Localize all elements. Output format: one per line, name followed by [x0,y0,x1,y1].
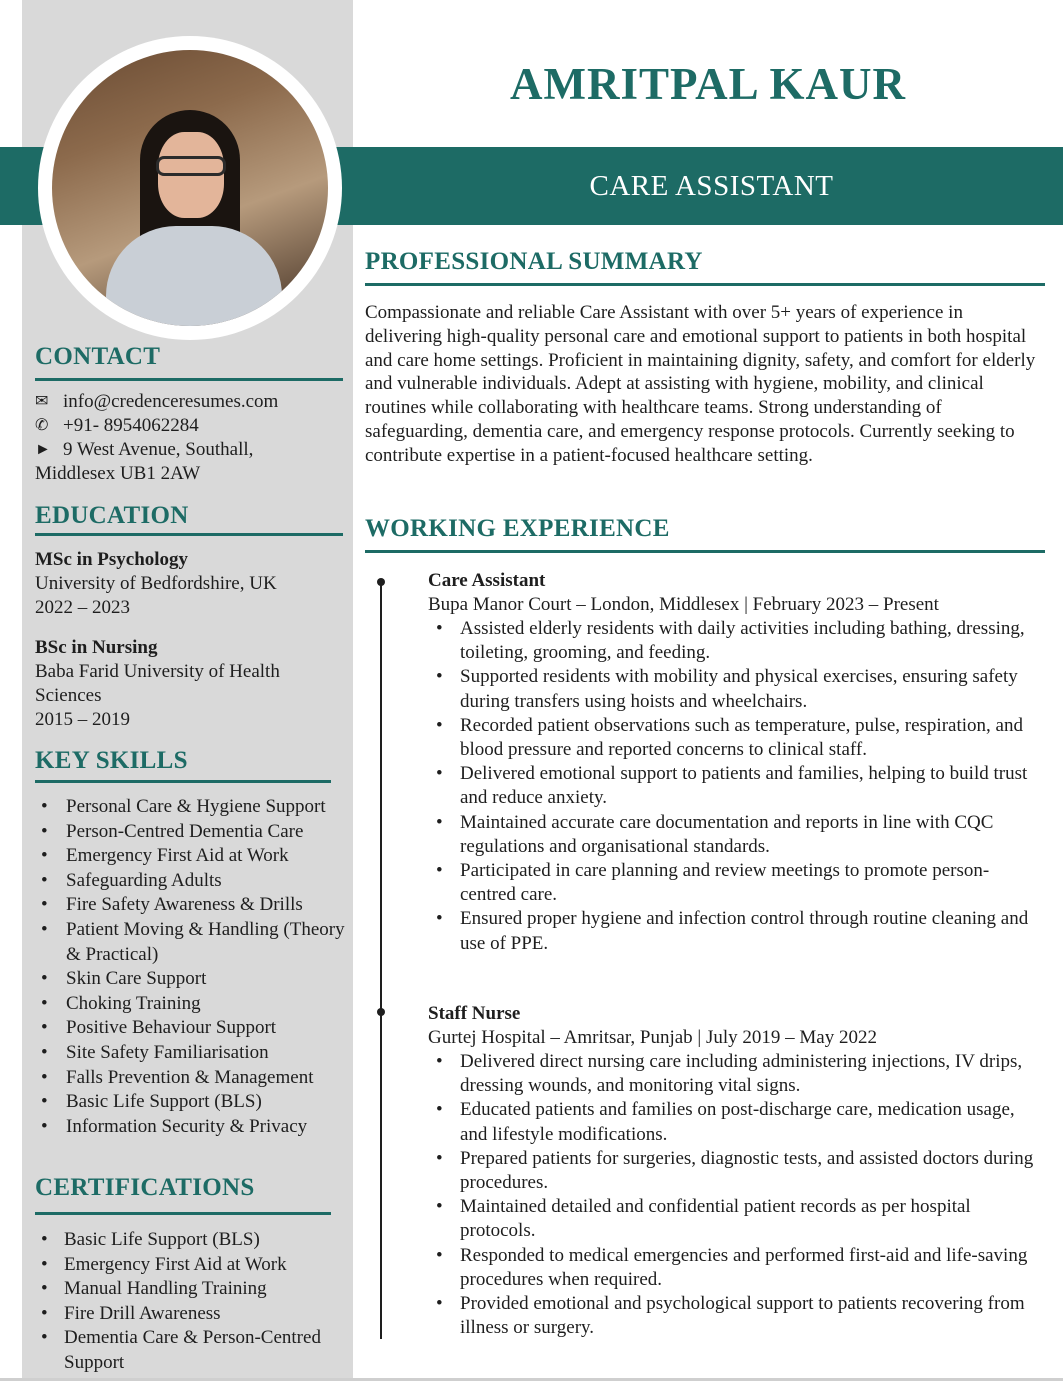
contact-phone[interactable]: +91- 8954062284 [63,415,199,436]
job-bullets [428,617,1038,956]
contact-list [35,390,335,486]
contact-address-line1: 9 West Avenue, Southall, [63,439,254,460]
certification-item: • Manual Handling Training [35,1277,335,1302]
skill-item: • Information Security & Privacy [35,1115,345,1140]
job-bullet: • Delivered direct nursing care including administering injections, IV drips, dressing wounds, and monitoring vital signs. [428,1050,1038,1098]
skill-item: • Person-Centred Dementia Care [35,820,345,845]
job-employer-dates: Bupa Manor Court – London, Middlesex | February 2023 – Present [428,594,939,615]
job-bullet: • Maintained detailed and confidential patient records as per hospital protocols. [428,1195,1038,1243]
skill-item: • Falls Prevention & Management [35,1066,345,1091]
job-bullet: • Ensured proper hygiene and infection control through routine cleaning and use of PPE. [428,907,1038,955]
certification-item: • Dementia Care & Person-Centred Support [35,1326,335,1375]
job-bullet: • Supported residents with mobility and physical exercises, ensuring safety during transfers using hoists and wheelchairs. [428,665,1038,713]
contact-email[interactable]: info@credenceresumes.com [63,391,279,412]
envelope-icon: ✉ [35,393,49,410]
education-item [35,636,335,732]
timeline-dot [377,578,385,586]
job-bullet: • Delivered emotional support to patients and families, helping to build trust and reduce anxiety. [428,762,1038,810]
profile-photo [52,50,328,326]
experience-heading: WORKING EXPERIENCE [365,515,670,542]
experience-timeline [380,582,382,1339]
experience-divider [365,550,1045,553]
education-list [35,548,335,748]
job-bullet: • Responded to medical emergencies and performed first-aid and life-saving procedures when required. [428,1244,1038,1292]
certifications-divider [35,1212,331,1215]
education-years: 2022 – 2023 [35,597,130,618]
summary-heading: PROFESSIONAL SUMMARY [365,248,703,275]
skills-divider [35,780,331,783]
summary-text: Compassionate and reliable Care Assistant with over 5+ years of experience in delivering high-quality personal care and emotional support to patients in both hospital and care home settings. Proficient in maintaining dignity, safety, and comfort for elderly and vulnerable individuals. Adept at assisting with hygiene, mobility, and clinical routines while collaborating with healthcare teams. Strong understanding of safeguarding, dementia care, and emergency response protocols. Currently seeking to contribute expertise in a patient-focused healthcare setting. [365,302,1036,466]
contact-heading: CONTACT [35,343,161,370]
contact-divider [35,378,343,381]
skill-item: • Site Safety Familiarisation [35,1041,345,1066]
summary-divider [365,283,1045,286]
job-position: Care Assistant [428,570,546,591]
job-bullet: • Recorded patient observations such as temperature, pulse, respiration, and blood pressure and reported concerns to clinical staff. [428,714,1038,762]
education-degree: BSc in Nursing [35,637,158,658]
profile-photo-frame [38,36,342,340]
pointer-icon: ► [35,441,51,458]
job-bullet: • Assisted elderly residents with daily activities including bathing, dressing, toileting, grooming, and feeding. [428,617,1038,665]
education-item [35,548,335,620]
education-years: 2015 – 2019 [35,709,130,730]
job-entry [428,569,1038,956]
skill-item: • Personal Care & Hygiene Support [35,795,345,820]
education-school: University of Bedfordshire, UK [35,573,277,594]
skill-item: • Safeguarding Adults [35,869,345,894]
education-degree: MSc in Psychology [35,549,189,570]
contact-phone-row [35,414,335,438]
job-entry [428,1002,1038,1340]
job-bullet: • Educated patients and families on post-discharge care, medication usage, and lifestyle modifications. [428,1098,1038,1146]
job-title: CARE ASSISTANT [589,169,834,202]
timeline-dot [377,1008,385,1016]
education-heading: EDUCATION [35,502,189,529]
skills-list [35,795,345,1139]
job-position: Staff Nurse [428,1003,521,1024]
job-bullet: • Participated in care planning and review meetings to promote person-centred care. [428,859,1038,907]
skill-item: • Positive Behaviour Support [35,1016,345,1041]
job-bullet: • Maintained accurate care documentation and reports in line with CQC regulations and organisational standards. [428,811,1038,859]
skill-item: • Basic Life Support (BLS) [35,1090,345,1115]
skill-item: • Choking Training [35,992,345,1017]
certification-item: • Basic Life Support (BLS) [35,1228,335,1253]
job-bullet: • Prepared patients for surgeries, diagnostic tests, and assisted doctors during procedures. [428,1147,1038,1195]
job-bullet: • Provided emotional and psychological support to patients recovering from illness or surgery. [428,1292,1038,1340]
certifications-heading: CERTIFICATIONS [35,1174,255,1201]
skill-item: • Fire Safety Awareness & Drills [35,893,345,918]
education-school: Baba Farid University of Health Sciences [35,661,280,706]
skill-item: • Skin Care Support [35,967,345,992]
candidate-name: AMRITPAL KAUR [510,59,906,109]
certification-item: • Fire Drill Awareness [35,1302,335,1327]
skill-item: • Patient Moving & Handling (Theory & Practical) [35,918,345,967]
skill-item: • Emergency First Aid at Work [35,844,345,869]
job-employer-dates: Gurtej Hospital – Amritsar, Punjab | July 2019 – May 2022 [428,1027,877,1048]
education-divider [35,533,343,536]
contact-address-line2: Middlesex UB1 2AW [35,463,201,484]
skills-heading: KEY SKILLS [35,747,188,774]
certifications-list [35,1228,335,1376]
job-bullets [428,1050,1038,1340]
phone-icon: ✆ [35,417,49,434]
contact-email-row [35,390,335,414]
certification-item: • Emergency First Aid at Work [35,1253,335,1278]
contact-address-row [35,438,335,462]
